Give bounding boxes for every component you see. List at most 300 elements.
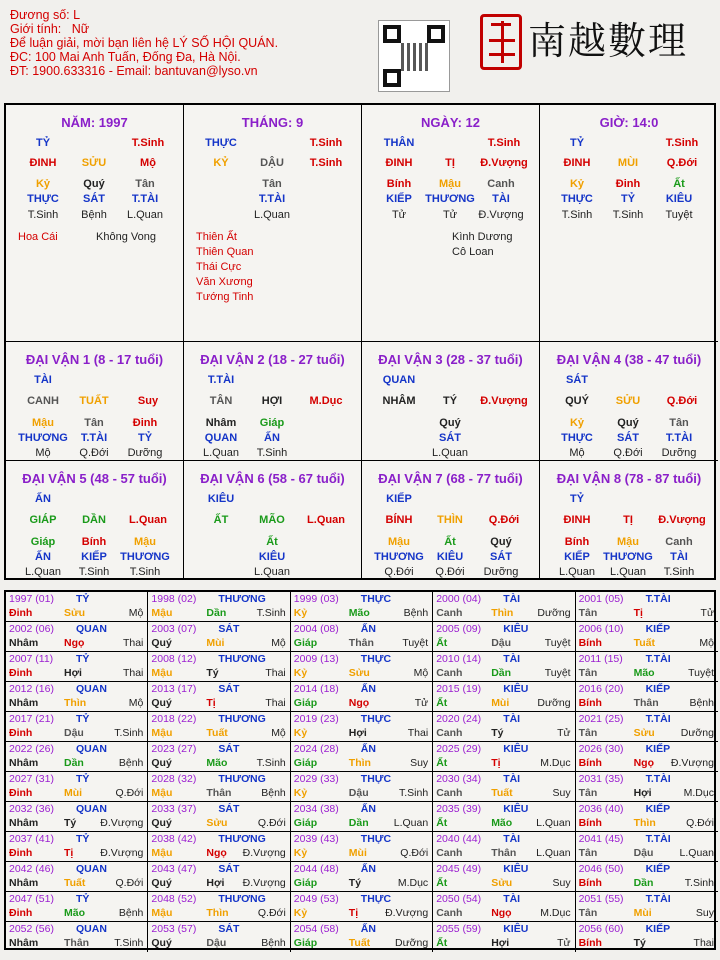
header-info	[10, 8, 370, 78]
year-label: 2039 (43)	[293, 833, 339, 845]
year-stage: Bệnh	[261, 937, 286, 949]
hidden-stem: Đinh	[615, 178, 641, 190]
hidden-stage: Đ.Vượng	[478, 209, 524, 221]
year-cell	[433, 742, 575, 772]
star-top: T.Sinh	[131, 137, 165, 149]
year-label: 2048 (52)	[151, 893, 197, 905]
hidden-stem: Mậu	[617, 536, 639, 548]
hidden-stem: Bính	[386, 178, 412, 190]
year-stem: Giáp	[293, 877, 318, 889]
luck-title: ĐẠI VẬN 1 (8 - 17 tuổi)	[25, 352, 164, 367]
year-stage: Đ.Vượng	[242, 877, 286, 889]
hidden-stage: Dưỡng	[127, 447, 163, 459]
growth-stage: T.Sinh	[309, 157, 343, 169]
year-cell	[433, 922, 575, 952]
hidden-ten-god: THƯƠNG	[603, 551, 653, 563]
year-cell	[6, 712, 148, 742]
year-cell	[433, 712, 575, 742]
hidden-stage: Tử	[391, 209, 407, 221]
year-stem: Quý	[151, 817, 172, 829]
hidden-ten-god: THƯƠNG	[18, 432, 68, 444]
year-stage: T.Sinh	[114, 727, 144, 739]
ten-god-top: TỶ	[569, 493, 585, 505]
year-cell	[291, 592, 433, 622]
year-branch: Dậu	[491, 637, 512, 649]
year-cell	[6, 772, 148, 802]
year-ten-god: TỶ	[76, 593, 90, 605]
earthly-branch: HỢI	[261, 395, 283, 407]
year-branch: Tị	[633, 607, 643, 619]
year-stage: L.Quan	[536, 847, 571, 859]
year-ten-god: T.TÀI	[645, 653, 671, 665]
year-branch: Hợi	[633, 787, 652, 799]
year-ten-god: SÁT	[218, 863, 240, 875]
year-label: 2007 (11)	[9, 653, 54, 665]
year-ten-god: SÁT	[218, 683, 240, 695]
year-stem: Đinh	[9, 727, 33, 739]
earthly-branch: MÃO	[259, 514, 285, 526]
hidden-stage: Q.Đới	[435, 566, 465, 578]
year-label: 2056 (60)	[578, 923, 624, 935]
shen-sha: Thái Cực	[196, 261, 242, 273]
year-label: 2020 (24)	[436, 713, 482, 725]
hidden-stem: Giáp	[259, 417, 285, 429]
year-branch: Dần	[206, 607, 227, 619]
year-ten-god: KIÊU	[503, 683, 529, 695]
year-stage: Q.Đới	[257, 907, 286, 919]
year-stem: Mậu	[151, 667, 173, 679]
year-stem: Mậu	[151, 907, 173, 919]
year-branch: Mùi	[348, 847, 367, 859]
ten-god-top: T.TÀI	[207, 374, 235, 386]
year-label: 2035 (39)	[436, 803, 482, 815]
year-label: 2047 (51)	[9, 893, 54, 905]
year-branch: Tị	[491, 757, 501, 769]
year-cell	[148, 592, 290, 622]
year-branch: Thìn	[206, 907, 229, 919]
gender: Giới tính: Nữ	[10, 22, 90, 36]
year-branch: Thân	[64, 937, 90, 949]
year-stem: Quý	[151, 697, 172, 709]
year-branch: Tý	[348, 877, 362, 889]
year-cell	[6, 922, 148, 952]
year-cell	[576, 772, 718, 802]
year-ten-god: THƯƠNG	[218, 713, 266, 725]
year-branch: Ngọ	[64, 637, 85, 649]
hidden-ten-god: T.TÀI	[665, 432, 693, 444]
year-stem: Giáp	[293, 637, 318, 649]
year-cell	[576, 922, 718, 952]
hidden-stage: L.Quan	[202, 447, 240, 459]
year-stem: Kỷ	[293, 667, 308, 679]
growth-stage: L.Quan	[307, 514, 345, 526]
year-cell	[6, 832, 148, 862]
year-stem: Nhâm	[9, 877, 39, 889]
ten-god-top: KIẾP	[386, 493, 412, 505]
hidden-stem: Tân	[669, 417, 689, 429]
ten-god-top: THÂN	[383, 137, 415, 149]
year-label: 2009 (13)	[293, 653, 339, 665]
year-cell	[576, 742, 718, 772]
year-stage: Mộ	[128, 607, 144, 619]
year-stem: Kỷ	[293, 847, 308, 859]
year-stage: Thai	[265, 697, 286, 709]
ten-god-top: QUAN	[382, 374, 416, 386]
year-ten-god: KIÊU	[503, 623, 529, 635]
year-label: 2011 (15)	[578, 653, 623, 665]
year-branch: Thìn	[491, 607, 514, 619]
hidden-stem: Mậu	[32, 417, 54, 429]
year-stage: L.Quan	[679, 847, 714, 859]
hidden-stem: Mậu	[388, 536, 410, 548]
year-stem: Nhâm	[9, 817, 39, 829]
year-stage: Tuyệt	[688, 667, 714, 679]
year-ten-god: ẤN	[360, 623, 376, 635]
year-label: 2017 (21)	[9, 713, 54, 725]
shen-sha: Thiên Quan	[196, 246, 254, 258]
year-cell	[148, 892, 290, 922]
hidden-stage: Tử	[442, 209, 458, 221]
year-stage: Thai	[407, 727, 429, 739]
year-cell	[291, 862, 433, 892]
hidden-ten-god: T.TÀI	[80, 432, 108, 444]
year-stem: Canh	[436, 787, 463, 799]
year-cell	[576, 832, 718, 862]
year-cell	[148, 862, 290, 892]
growth-stage: M.Dục	[309, 395, 343, 407]
hidden-ten-god: KIẾP	[386, 193, 412, 205]
year-label: 2002 (06)	[9, 623, 54, 635]
year-stem: Mậu	[151, 787, 173, 799]
hidden-stem: Tân	[135, 178, 155, 190]
year-ten-god: SÁT	[218, 923, 240, 935]
heavenly-stem: ĐINH	[563, 514, 591, 526]
year-stage: Đ.Vượng	[242, 847, 286, 859]
year-cell	[6, 802, 148, 832]
year-branch: Hợi	[64, 667, 82, 679]
year-ten-god: KIÊU	[503, 923, 529, 935]
year-branch: Hợi	[348, 727, 367, 739]
year-cell	[148, 802, 290, 832]
year-stem: Bính	[578, 937, 602, 949]
year-stage: M.Dục	[540, 907, 571, 919]
hidden-stem: Quý	[617, 417, 639, 429]
year-cell	[433, 892, 575, 922]
luck-title: ĐẠI VẬN 5 (48 - 57 tuổi)	[22, 471, 167, 486]
year-label: 2023 (27)	[151, 743, 197, 755]
hidden-ten-god: KIÊU	[258, 551, 286, 563]
year-branch: Hợi	[206, 877, 225, 889]
year-branch: Dậu	[64, 727, 84, 739]
year-stem: Quý	[151, 877, 172, 889]
year-cell	[576, 652, 718, 682]
year-stage: M.Dục	[540, 757, 571, 769]
year-branch: Tuất	[633, 637, 655, 649]
year-label: 2004 (08)	[293, 623, 339, 635]
year-stage: Q.Đới	[115, 787, 144, 799]
year-branch: Tuất	[64, 877, 86, 889]
year-stem: Quý	[151, 757, 172, 769]
year-branch: Tý	[633, 937, 646, 949]
hidden-stem: Tân	[262, 178, 282, 190]
pillar-cell	[362, 105, 540, 342]
growth-stage: Q.Đới	[666, 395, 698, 407]
year-stage: L.Quan	[536, 817, 571, 829]
year-ten-god: SÁT	[218, 803, 240, 815]
year-stem: Nhâm	[9, 637, 39, 649]
owner-name: Đương số: L	[10, 8, 81, 22]
year-stage: Bệnh	[689, 697, 714, 709]
year-ten-god: THỰC	[360, 773, 392, 785]
year-branch: Thìn	[633, 817, 656, 829]
year-label: 2003 (07)	[151, 623, 197, 635]
year-stem: Tân	[578, 847, 598, 859]
year-stage: Mộ	[413, 667, 429, 679]
year-branch: Tị	[206, 697, 216, 709]
year-stage: Tử	[557, 937, 571, 949]
hidden-stage: T.Sinh	[78, 566, 110, 578]
year-stage: Đ.Vượng	[385, 907, 429, 919]
earthly-branch: TỊ	[445, 157, 455, 169]
year-label: 2036 (40)	[578, 803, 624, 815]
hidden-ten-god: T.TÀI	[131, 193, 159, 205]
hidden-ten-god: ẤN	[264, 432, 280, 444]
year-stage: Q.Đới	[115, 877, 144, 889]
hidden-stem: Canh	[665, 536, 693, 548]
year-branch: Dần	[64, 757, 84, 769]
luck-title: ĐẠI VẬN 7 (68 - 77 tuổi)	[378, 471, 523, 486]
luck-period-cell	[362, 461, 540, 580]
earthly-branch: TỊ	[623, 514, 633, 526]
luck-period-cell	[362, 342, 540, 461]
year-cell	[6, 652, 148, 682]
hidden-stem: Kỷ	[569, 178, 585, 190]
hidden-stem: Canh	[487, 178, 515, 190]
year-stage: Đ.Vượng	[100, 847, 144, 859]
year-stage: Dưỡng	[537, 697, 571, 709]
year-cell	[576, 862, 718, 892]
year-branch: Mùi	[64, 787, 83, 799]
year-stage: T.Sinh	[399, 787, 429, 799]
year-label: 1997 (01)	[9, 593, 54, 605]
luck-period-cell	[184, 461, 362, 580]
year-stem: Nhâm	[9, 757, 39, 769]
year-stage: Mộ	[699, 637, 714, 649]
year-cell	[433, 622, 575, 652]
shen-sha: Tướng Tinh	[196, 291, 254, 303]
year-stage: T.Sinh	[256, 607, 286, 619]
hidden-stage: Q.Đới	[613, 447, 643, 459]
year-stage: Tử	[414, 697, 429, 709]
hidden-stage: Mộ	[569, 447, 585, 459]
year-cell	[433, 592, 575, 622]
year-ten-god: T.TÀI	[645, 773, 671, 785]
luck-period-cell	[6, 461, 184, 580]
year-cell	[433, 802, 575, 832]
year-cell	[6, 682, 148, 712]
year-label: 2050 (54)	[436, 893, 482, 905]
year-stage: Thai	[122, 637, 144, 649]
year-branch: Tị	[348, 907, 359, 919]
hidden-stage: Bệnh	[81, 209, 107, 221]
year-ten-god: KIẾP	[645, 803, 671, 815]
year-label: 2012 (16)	[9, 683, 54, 695]
year-label: 2001 (05)	[578, 593, 624, 605]
year-cell	[148, 652, 290, 682]
year-branch: Sửu	[633, 727, 655, 739]
year-stem: Ất	[436, 697, 448, 709]
year-ten-god: THỰC	[360, 593, 392, 605]
heavenly-stem: TÂN	[209, 395, 233, 407]
shen-sha: Không Vong	[96, 231, 156, 243]
year-cell	[433, 772, 575, 802]
hidden-stem: Giáp	[30, 536, 56, 548]
year-branch: Tý	[64, 817, 77, 829]
year-branch: Dậu	[633, 847, 654, 859]
hidden-ten-god: THỰC	[561, 432, 593, 444]
year-label: 1998 (02)	[151, 593, 197, 605]
brand-calligraphy-logo: 南越數理	[528, 19, 689, 63]
year-cell	[291, 922, 433, 952]
ten-god-top: SÁT	[566, 374, 588, 386]
hidden-ten-god: THỰC	[27, 193, 59, 205]
hidden-ten-god: QUAN	[204, 432, 238, 444]
year-stage: Q.Đới	[686, 817, 714, 829]
year-ten-god: KIẾP	[645, 623, 671, 635]
hidden-stage: T.Sinh	[129, 566, 161, 578]
year-stage: Dưỡng	[395, 937, 429, 949]
year-label: 2010 (14)	[436, 653, 482, 665]
earthly-branch: TÝ	[442, 395, 458, 407]
shen-sha: Kình Dương	[452, 231, 513, 243]
earthly-branch: THÌN	[437, 514, 463, 526]
year-stage: Tuyệt	[544, 667, 571, 679]
heavenly-stem: ĐINH	[563, 157, 591, 169]
year-branch: Tuất	[206, 727, 228, 739]
year-ten-god: ẤN	[360, 803, 376, 815]
phone-email-line: ĐT: 1900.633316 - Email: bantuvan@lyso.vn	[10, 64, 258, 78]
year-stem: Ất	[436, 877, 448, 889]
year-cell	[433, 862, 575, 892]
growth-stage: Q.Đới	[488, 514, 520, 526]
red-seal-logo	[480, 14, 522, 70]
year-stem: Giáp	[293, 817, 318, 829]
year-label: 1999 (03)	[293, 593, 339, 605]
year-branch: Tý	[491, 727, 504, 739]
hidden-stage: Q.Đới	[384, 566, 414, 578]
year-label: 2006 (10)	[578, 623, 624, 635]
luck-period-cell	[540, 342, 718, 461]
year-stage: T.Sinh	[256, 757, 286, 769]
year-label: 2024 (28)	[293, 743, 339, 755]
year-ten-god: ẤN	[360, 683, 376, 695]
year-stem: Ất	[436, 817, 448, 829]
year-ten-god: KIÊU	[503, 743, 529, 755]
year-stage: Q.Đới	[400, 847, 429, 859]
year-cell	[291, 832, 433, 862]
pillar-title: THÁNG: 9	[241, 115, 304, 130]
year-ten-god: KIÊU	[503, 863, 529, 875]
year-stage: Suy	[552, 877, 571, 889]
year-ten-god: TÀI	[503, 893, 521, 905]
year-stem: Tân	[578, 667, 598, 679]
hidden-stage: L.Quan	[24, 566, 62, 578]
year-cell	[148, 772, 290, 802]
year-label: 2021 (25)	[578, 713, 624, 725]
year-label: 2051 (55)	[578, 893, 624, 905]
luck-title: ĐẠI VẬN 3 (28 - 37 tuổi)	[378, 352, 523, 367]
year-stem: Mậu	[151, 607, 173, 619]
earthly-branch: DẦN	[82, 514, 106, 526]
hidden-stem: Kỷ	[35, 178, 51, 190]
hidden-stage: Mộ	[35, 447, 51, 459]
year-cell	[433, 832, 575, 862]
year-cell	[576, 682, 718, 712]
year-label: 2026 (30)	[578, 743, 624, 755]
year-stem: Bính	[578, 637, 602, 649]
year-stage: M.Dục	[397, 877, 429, 889]
heavenly-stem: NHÂM	[382, 395, 416, 407]
hidden-stage: Q.Đới	[79, 447, 109, 459]
year-branch: Mùi	[206, 637, 225, 649]
earthly-branch: MÙI	[617, 157, 639, 169]
hidden-stem: Quý	[439, 417, 461, 429]
year-cell	[6, 622, 148, 652]
growth-stage: Mộ	[140, 157, 156, 169]
year-stage: Tuyệt	[402, 637, 429, 649]
hidden-stem: Bính	[81, 536, 107, 548]
hidden-stage: L.Quan	[253, 566, 291, 578]
year-stage: Bệnh	[118, 757, 144, 769]
year-branch: Sửu	[64, 607, 86, 619]
year-cell	[576, 892, 718, 922]
contact-line: Để luận giải, mời bạn liên hệ LÝ SỐ HỘI QUÁN.	[10, 36, 279, 50]
year-branch: Dậu	[348, 787, 369, 799]
hidden-stage: T.Sinh	[663, 566, 695, 578]
year-branch: Ngọ	[206, 847, 227, 859]
year-branch: Dần	[633, 877, 654, 889]
pillar-cell	[540, 105, 718, 342]
year-ten-god: TỶ	[76, 713, 90, 725]
year-stage: Q.Đới	[257, 817, 286, 829]
year-branch: Mão	[206, 757, 228, 769]
year-ten-god: KIẾP	[645, 863, 671, 875]
heavenly-stem: ĐINH	[385, 157, 413, 169]
year-branch: Hợi	[491, 937, 510, 949]
year-ten-god: TÀI	[503, 713, 521, 725]
year-stem: Nhâm	[9, 937, 39, 949]
hidden-stem: Bính	[564, 536, 590, 548]
year-label: 2030 (34)	[436, 773, 482, 785]
year-branch: Mão	[64, 907, 85, 919]
shen-sha: Cô Loan	[452, 246, 494, 258]
pillar-title: NĂM: 1997	[61, 115, 128, 130]
growth-stage: Đ.Vượng	[480, 395, 528, 407]
heavenly-stem: ẤT	[213, 514, 229, 526]
year-branch: Thìn	[348, 757, 371, 769]
year-stem: Kỷ	[293, 607, 308, 619]
year-branch: Mão	[348, 607, 370, 619]
year-stage: Bệnh	[403, 607, 429, 619]
hidden-stage: T.Sinh	[27, 209, 59, 221]
year-cell	[148, 682, 290, 712]
year-ten-god: SÁT	[218, 743, 240, 755]
luck-title: ĐẠI VẬN 8 (78 - 87 tuổi)	[556, 471, 702, 486]
pillar-title: NGÀY: 12	[421, 115, 480, 130]
year-stem: Giáp	[293, 697, 318, 709]
year-stem: Tân	[578, 607, 598, 619]
year-label: 2019 (23)	[293, 713, 339, 725]
